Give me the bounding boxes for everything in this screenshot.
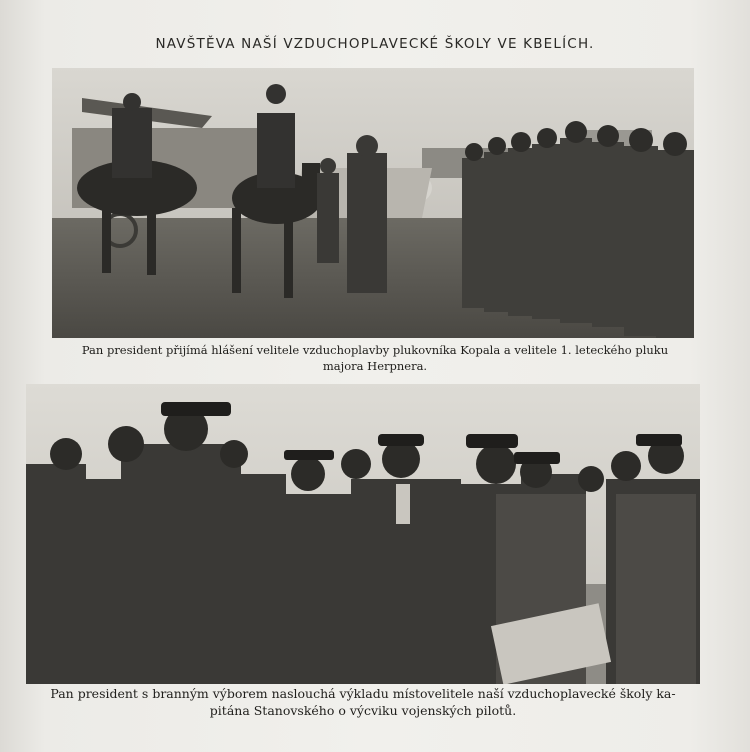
photo-president-with-committee bbox=[26, 384, 700, 684]
caption-bottom-line2: pitána Stanovského o výcviku vojenských pilotů. bbox=[209, 703, 517, 718]
caption-bottom bbox=[18, 685, 708, 719]
caption-bottom-line1: Pan president s branným výborem naslouchá výkladu místovelitele naší vzduchoplavecké školy ka- bbox=[50, 686, 676, 701]
page-title: NAVŠTĚVA NAŠÍ VZDUCHOPLAVECKÉ ŠKOLY VE KBELÍCH. bbox=[155, 36, 595, 52]
caption-top bbox=[40, 342, 710, 374]
caption-top-line1: Pan president přijímá hlášení velitele vzduchoplavby plukovníka Kopala a velitele 1. leteckého pluku bbox=[81, 343, 669, 357]
caption-top-line2: majora Herpnera. bbox=[322, 359, 428, 373]
photo-president-on-horseback bbox=[52, 68, 694, 338]
